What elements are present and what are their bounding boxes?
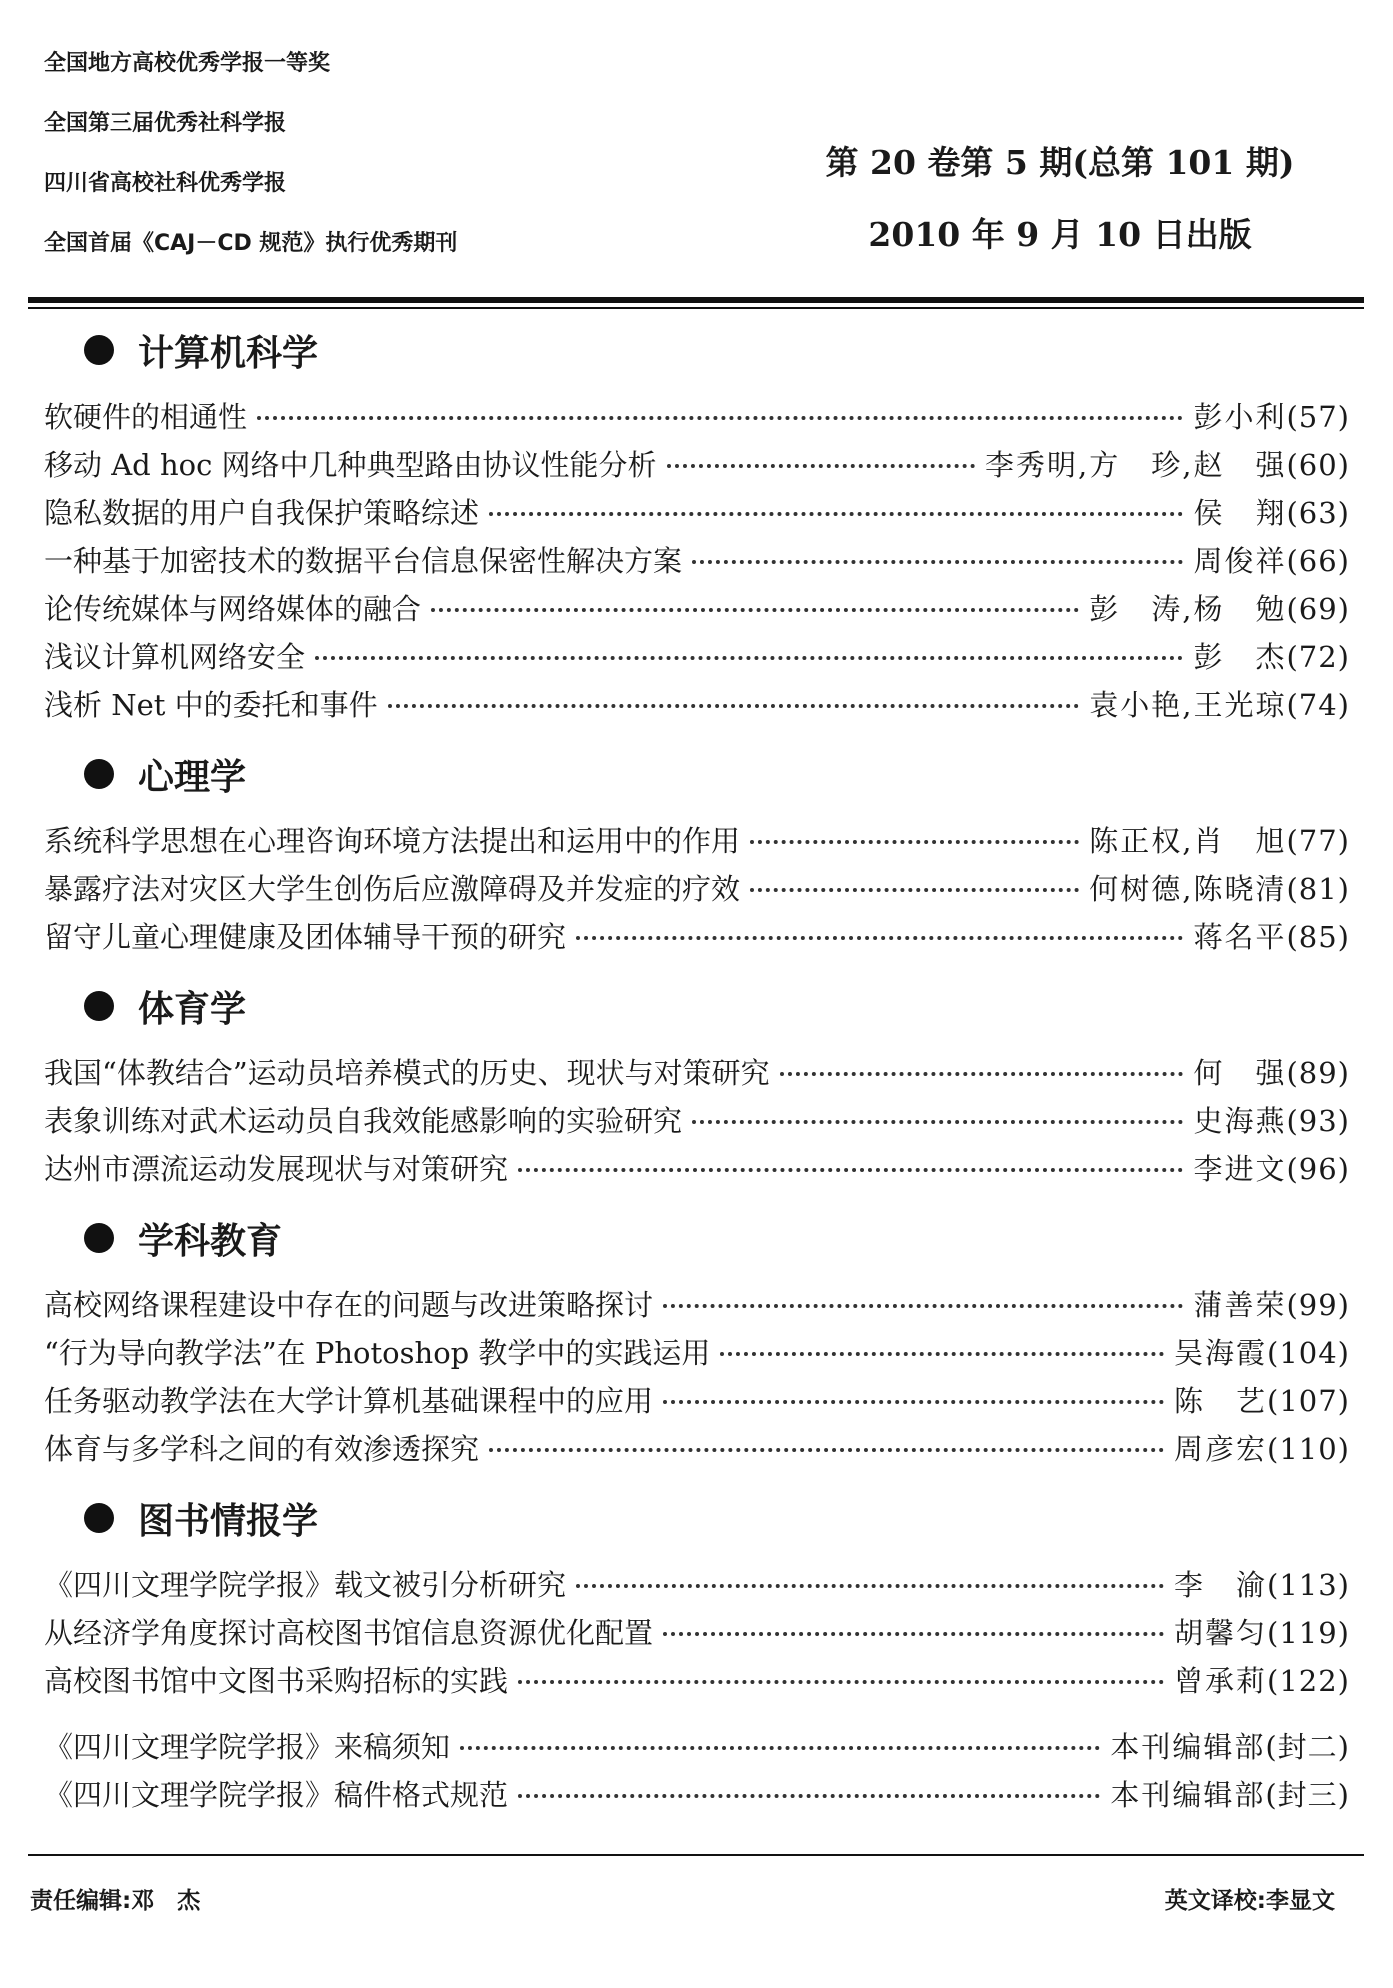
article-title: 从经济学角度探讨高校图书馆信息资源优化配置: [44, 1616, 654, 1650]
article-title: 表象训练对武术运动员自我效能感影响的实验研究: [44, 1104, 683, 1138]
dot-leader: [780, 1072, 1184, 1076]
bullet-icon: [84, 991, 114, 1021]
article-author: 蒲善荣: [1193, 1288, 1287, 1322]
dot-leader: [663, 1304, 1183, 1308]
article-page: (93): [1286, 1104, 1350, 1138]
article-title: 《四川文理学院学报》载文被引分析研究: [44, 1568, 567, 1602]
section-title: 心理学: [138, 756, 247, 798]
dot-leader: [663, 1400, 1164, 1404]
article-title: 任务驱动教学法在大学计算机基础课程中的应用: [44, 1384, 654, 1418]
toc-entry: [44, 491, 1350, 539]
article-title: 暴露疗法对灾区大学生创伤后应激障碍及并发症的疗效: [44, 872, 741, 906]
section-header: [44, 981, 1350, 1031]
editorial-notices: [44, 1725, 1350, 1821]
article-author: 李秀明,方 珍,赵 强: [985, 448, 1287, 482]
section-header: [44, 1213, 1350, 1263]
toc-entry: [44, 1051, 1350, 1099]
responsible-editor: 责任编辑:邓 杰: [30, 1888, 201, 1914]
section-header: [44, 1493, 1350, 1543]
dot-leader: [489, 512, 1183, 516]
article-author: 吴海霞: [1174, 1336, 1268, 1370]
article-title: 一种基于加密技术的数据平台信息保密性解决方案: [44, 544, 683, 578]
section-title: 体育学: [138, 988, 247, 1030]
toc-section: [44, 749, 1350, 963]
dot-leader: [692, 1120, 1183, 1124]
article-page: (74): [1286, 688, 1350, 722]
bullet-icon: [84, 1503, 114, 1533]
issue-info: [780, 140, 1340, 258]
article-title: 《四川文理学院学报》来稿须知: [44, 1730, 451, 1764]
article-page: (110): [1267, 1432, 1350, 1466]
toc-section: [44, 1213, 1350, 1475]
dot-leader: [315, 656, 1183, 660]
toc-section: [44, 325, 1350, 731]
article-title: 留守儿童心理健康及团体辅导干预的研究: [44, 920, 567, 954]
article-page: (113): [1267, 1568, 1350, 1602]
article-author: 周彦宏: [1174, 1432, 1268, 1466]
header-rule-thick: [28, 297, 1364, 303]
article-title: 论传统媒体与网络媒体的融合: [44, 592, 422, 626]
toc-entry: [44, 443, 1350, 491]
toc-entry: [44, 1611, 1350, 1659]
table-of-contents: [44, 325, 1350, 1821]
toc-entry: [44, 683, 1350, 731]
toc-entry: [44, 635, 1350, 683]
article-title: 体育与多学科之间的有效渗透探究: [44, 1432, 480, 1466]
toc-entry: [44, 1283, 1350, 1331]
article-page: (104): [1267, 1336, 1350, 1370]
article-author: 史海燕: [1193, 1104, 1287, 1138]
honor-line: 全国地方高校优秀学报一等奖: [44, 51, 331, 76]
article-page: (96): [1286, 1152, 1350, 1186]
section-title: 图书情报学: [138, 1500, 319, 1542]
toc-entry: [44, 539, 1350, 587]
section-header: [44, 749, 1350, 799]
article-page: (107): [1267, 1384, 1350, 1418]
article-title: 软硬件的相通性: [44, 400, 248, 434]
article-title: 浅议计算机网络安全: [44, 640, 306, 674]
article-author: 李进文: [1193, 1152, 1287, 1186]
article-page: (57): [1286, 400, 1350, 434]
article-page: (69): [1286, 592, 1350, 626]
article-title: 浅析 Net 中的委托和事件: [44, 688, 378, 722]
article-title: “行为导向教学法”在 Photoshop 教学中的实践运用: [44, 1336, 711, 1370]
honor-line: 全国第三届优秀社科学报: [44, 111, 287, 136]
toc-entry: [44, 1725, 1350, 1773]
article-page: (60): [1286, 448, 1350, 482]
article-author: 侯 翔: [1193, 496, 1287, 530]
article-author: 袁小艳,王光琼: [1089, 688, 1287, 722]
article-author: 胡馨匀: [1174, 1616, 1268, 1650]
honor-line: 全国首届《CAJ－CD 规范》执行优秀期刊: [44, 231, 458, 256]
honor-line: 四川省高校社科优秀学报: [44, 171, 287, 196]
journal-honors: [44, 50, 604, 290]
article-page: (77): [1286, 824, 1350, 858]
issue-date: 2010 年 9 月 10 日出版: [868, 215, 1252, 254]
dot-leader: [576, 936, 1183, 940]
dot-leader: [720, 1352, 1164, 1356]
article-author: 李 渝: [1174, 1568, 1268, 1602]
article-title: 我国“体教结合”运动员培养模式的历史、现状与对策研究: [44, 1056, 770, 1090]
section-title: 学科教育: [138, 1220, 283, 1262]
dot-leader: [518, 1168, 1183, 1172]
toc-entry: [44, 1331, 1350, 1379]
dot-leader: [257, 416, 1183, 420]
dot-leader: [460, 1746, 1100, 1750]
dot-leader: [431, 608, 1079, 612]
toc-entry: [44, 1147, 1350, 1195]
toc-entry: [44, 1563, 1350, 1611]
bullet-icon: [84, 759, 114, 789]
toc-entry: [44, 819, 1350, 867]
toc-entry: [44, 1773, 1350, 1821]
dot-leader: [518, 1680, 1164, 1684]
article-author: 何树德,陈晓清: [1089, 872, 1287, 906]
toc-entry: [44, 1427, 1350, 1475]
toc-entry: [44, 915, 1350, 963]
article-author: 陈 艺: [1174, 1384, 1268, 1418]
article-page: (119): [1267, 1616, 1350, 1650]
article-author: 本刊编辑部: [1110, 1778, 1266, 1812]
article-page: (66): [1286, 544, 1350, 578]
toc-entry: [44, 1659, 1350, 1707]
dot-leader: [388, 704, 1080, 708]
dot-leader: [692, 560, 1183, 564]
issue-volume: 第 20 卷第 5 期(总第 101 期): [825, 143, 1295, 182]
article-page: (81): [1286, 872, 1350, 906]
article-page: (63): [1286, 496, 1350, 530]
article-page: (89): [1286, 1056, 1350, 1090]
dot-leader: [518, 1794, 1100, 1798]
footer-rule: [28, 1854, 1364, 1856]
dot-leader: [667, 464, 975, 468]
toc-entry: [44, 395, 1350, 443]
article-title: 系统科学思想在心理咨询环境方法提出和运用中的作用: [44, 824, 741, 858]
article-author: 蒋名平: [1193, 920, 1287, 954]
dot-leader: [750, 840, 1079, 844]
article-page: (99): [1286, 1288, 1350, 1322]
article-title: 高校图书馆中文图书采购招标的实践: [44, 1664, 509, 1698]
article-page: (85): [1286, 920, 1350, 954]
article-author: 周俊祥: [1193, 544, 1287, 578]
bullet-icon: [84, 335, 114, 365]
article-title: 隐私数据的用户自我保护策略综述: [44, 496, 480, 530]
article-author: 曾承莉: [1174, 1664, 1268, 1698]
toc-entry: [44, 587, 1350, 635]
article-author: 彭 涛,杨 勉: [1089, 592, 1287, 626]
dot-leader: [750, 888, 1079, 892]
toc-entry: [44, 1379, 1350, 1427]
article-author: 本刊编辑部: [1110, 1730, 1266, 1764]
article-page: (122): [1267, 1664, 1350, 1698]
article-title: 达州市漂流运动发展现状与对策研究: [44, 1152, 509, 1186]
header-rule-thin: [28, 307, 1364, 309]
dot-leader: [663, 1632, 1164, 1636]
article-author: 彭 杰: [1193, 640, 1287, 674]
article-title: 高校网络课程建设中存在的问题与改进策略探讨: [44, 1288, 654, 1322]
article-title: 移动 Ad hoc 网络中几种典型路由协议性能分析: [44, 448, 657, 482]
article-page: (封二): [1265, 1730, 1350, 1764]
toc-section: [44, 981, 1350, 1195]
article-author: 彭小利: [1193, 400, 1287, 434]
article-author: 陈正权,肖 旭: [1089, 824, 1287, 858]
article-author: 何 强: [1193, 1056, 1287, 1090]
article-page: (封三): [1265, 1778, 1350, 1812]
section-title: 计算机科学: [138, 332, 319, 374]
toc-entry: [44, 1099, 1350, 1147]
article-title: 《四川文理学院学报》稿件格式规范: [44, 1778, 509, 1812]
toc-section: [44, 1493, 1350, 1707]
bullet-icon: [84, 1223, 114, 1253]
section-header: [44, 325, 1350, 375]
article-page: (72): [1286, 640, 1350, 674]
toc-entry: [44, 867, 1350, 915]
english-translator: 英文译校:李显文: [1164, 1888, 1335, 1914]
dot-leader: [489, 1448, 1164, 1452]
dot-leader: [576, 1584, 1164, 1588]
